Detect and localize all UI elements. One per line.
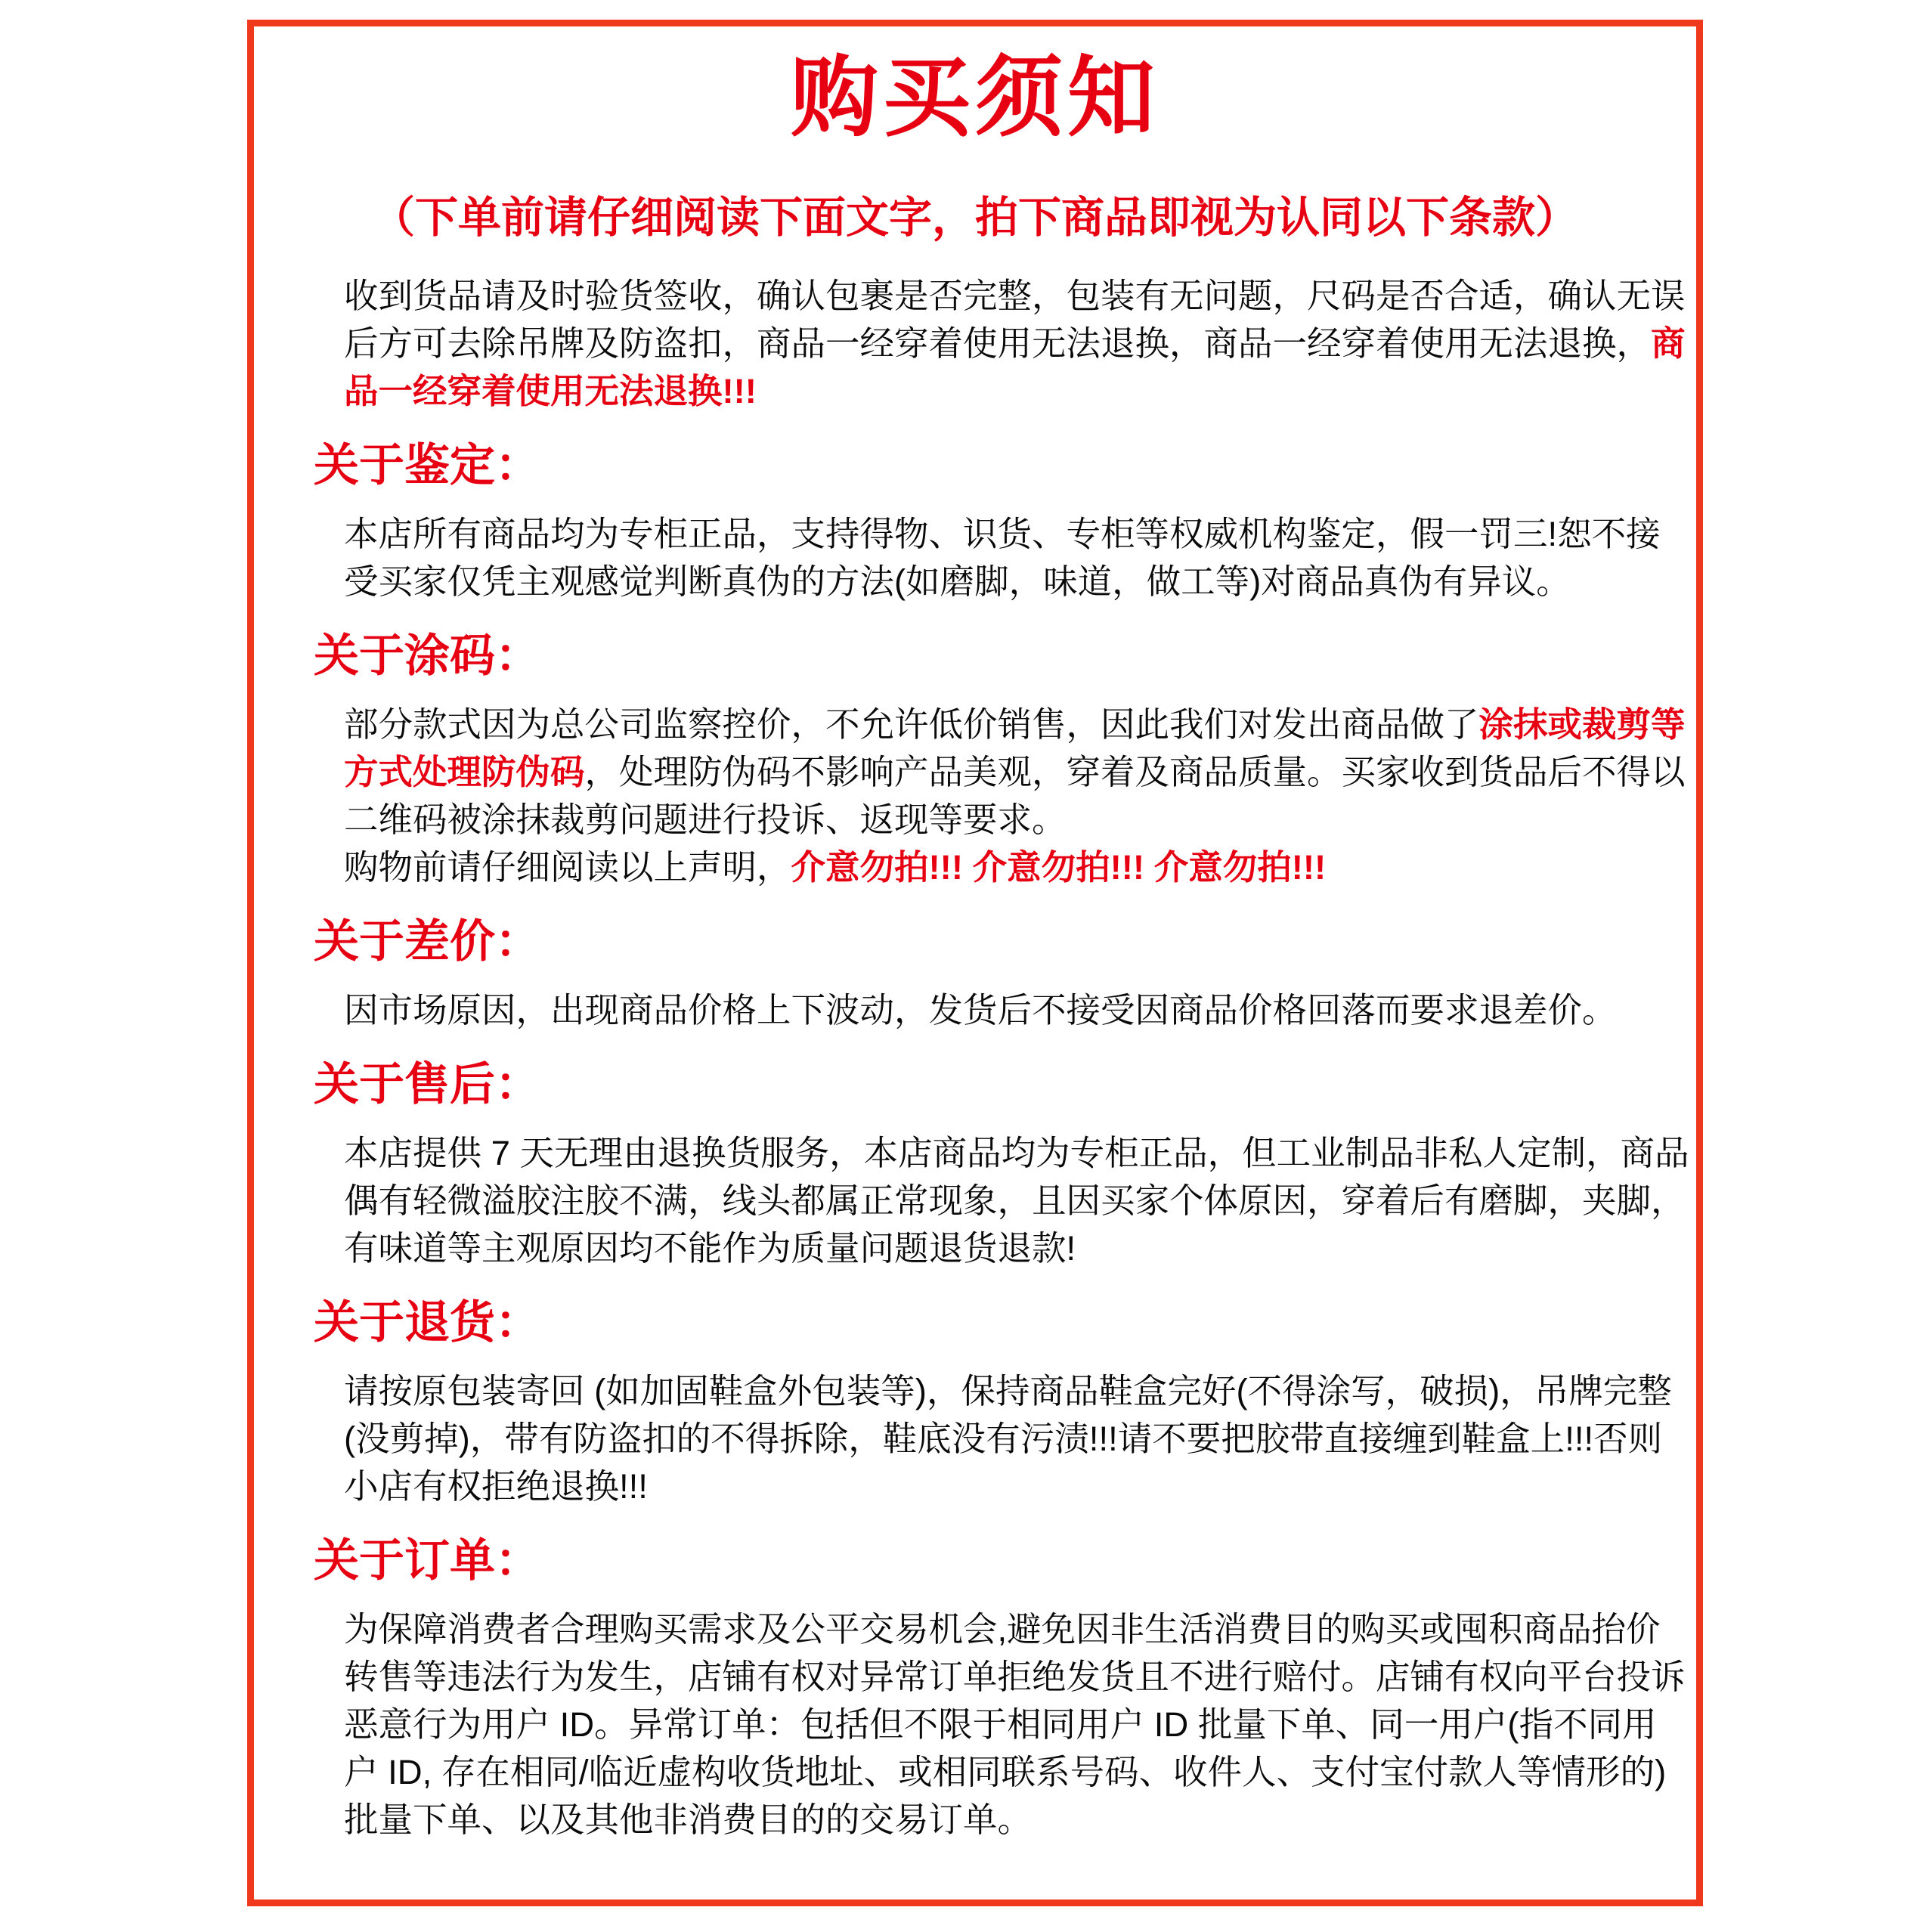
- notice-content: [254, 272, 1696, 1844]
- text-run: 请按原包装寄回 (如加固鞋盒外包装等)，保持商品鞋盒完好(不得涂写，破损)，吊牌完整(没剪掉)，带有防盗扣的不得拆除，鞋底没有污渍!!!请不要把胶带直接缠到鞋盒上!!!否则小店有权拒绝退换!!!: [344, 1372, 1672, 1506]
- section-paragraph: [344, 986, 1689, 1034]
- section-heading: 关于差价：: [314, 916, 540, 967]
- section-paragraph: [344, 844, 1689, 891]
- section-heading: 关于售后：: [314, 1059, 540, 1110]
- sections: [314, 441, 1696, 1844]
- highlight-text: 涂抹或裁剪等方式处理防伪码: [344, 705, 1686, 791]
- section-paragraph: [344, 1367, 1689, 1510]
- text-run: 部分款式因为总公司监察控价，不允许低价销售，因此我们对发出商品做了: [344, 705, 1479, 744]
- section-heading: 关于涂码：: [314, 630, 540, 681]
- section-heading: 关于订单：: [314, 1535, 540, 1586]
- section-paragraph: [344, 701, 1689, 844]
- text-run: 本店所有商品均为专柜正品，支持得物、识货、专柜等权威机构鉴定，假一罚三!恕不接受买家仅凭主观感觉判断真伪的方法(如磨脚，味道，做工等)对商品真伪有异议。: [344, 515, 1661, 601]
- text-run: 购物前请仔细阅读以上声明，: [344, 848, 791, 887]
- text-run: 收到货品请及时验货签收，确认包裹是否完整，包装有无问题，尺码是否合适，确认无误后方可去除吊牌及防盗扣，商品一经穿着使用无法退换，商品一经穿着使用无法退换，: [344, 277, 1686, 363]
- text-run: ，处理防伪码不影响产品美观，穿着及商品质量。买家收到货品后不得以二维码被涂抹裁剪问题进行投诉、返现等要求。: [344, 753, 1686, 839]
- page-subtitle: （下单前请仔细阅读下面文字，拍下商品即视为认同以下条款）: [372, 194, 1578, 242]
- red-border-frame: [247, 20, 1703, 1906]
- text-run: 为保障消费者合理购买需求及公平交易机会,避免因非生活消费目的购买或囤积商品抬价转售等违法行为发生，店铺有权对异常订单拒绝发货且不进行赔付。店铺有权向平台投诉恶意行为用户 ID。异常订单：包括但不限于相同用户 ID 批量下单、同一用户(指不同用户 ID, 存在相同/临近虚构收货地址、或相同联系号码、收件人、支付宝付款人等情形的)批量下单、以及其他非消费目的的交易订单。: [344, 1610, 1686, 1839]
- highlight-text: 商品一经穿着使用无法退换!!!: [344, 324, 1686, 410]
- section-paragraph: [344, 272, 1689, 415]
- section-heading: 关于退货：: [314, 1297, 540, 1348]
- section-paragraph: [344, 510, 1689, 605]
- text-run: 因市场原因，出现商品价格上下波动，发货后不接受因商品价格回落而要求退差价。: [344, 991, 1617, 1029]
- intro-paragraph: [314, 272, 1696, 415]
- section-heading: 关于鉴定：: [314, 440, 540, 491]
- text-run: 本店提供 7 天无理由退换货服务，本店商品均为专柜正品，但工业制品非私人定制，商品偶有轻微溢胶注胶不满，线头都属正常现象，且因买家个体原因，穿着后有磨脚，夹脚，有味道等主观原因均不能作为质量问题退货退款!: [344, 1134, 1689, 1268]
- page-title: 购买须知: [791, 48, 1160, 147]
- highlight-text: 介意勿拍!!! 介意勿拍!!! 介意勿拍!!!: [791, 848, 1327, 887]
- section-paragraph: [344, 1605, 1689, 1844]
- section-paragraph: [344, 1129, 1689, 1272]
